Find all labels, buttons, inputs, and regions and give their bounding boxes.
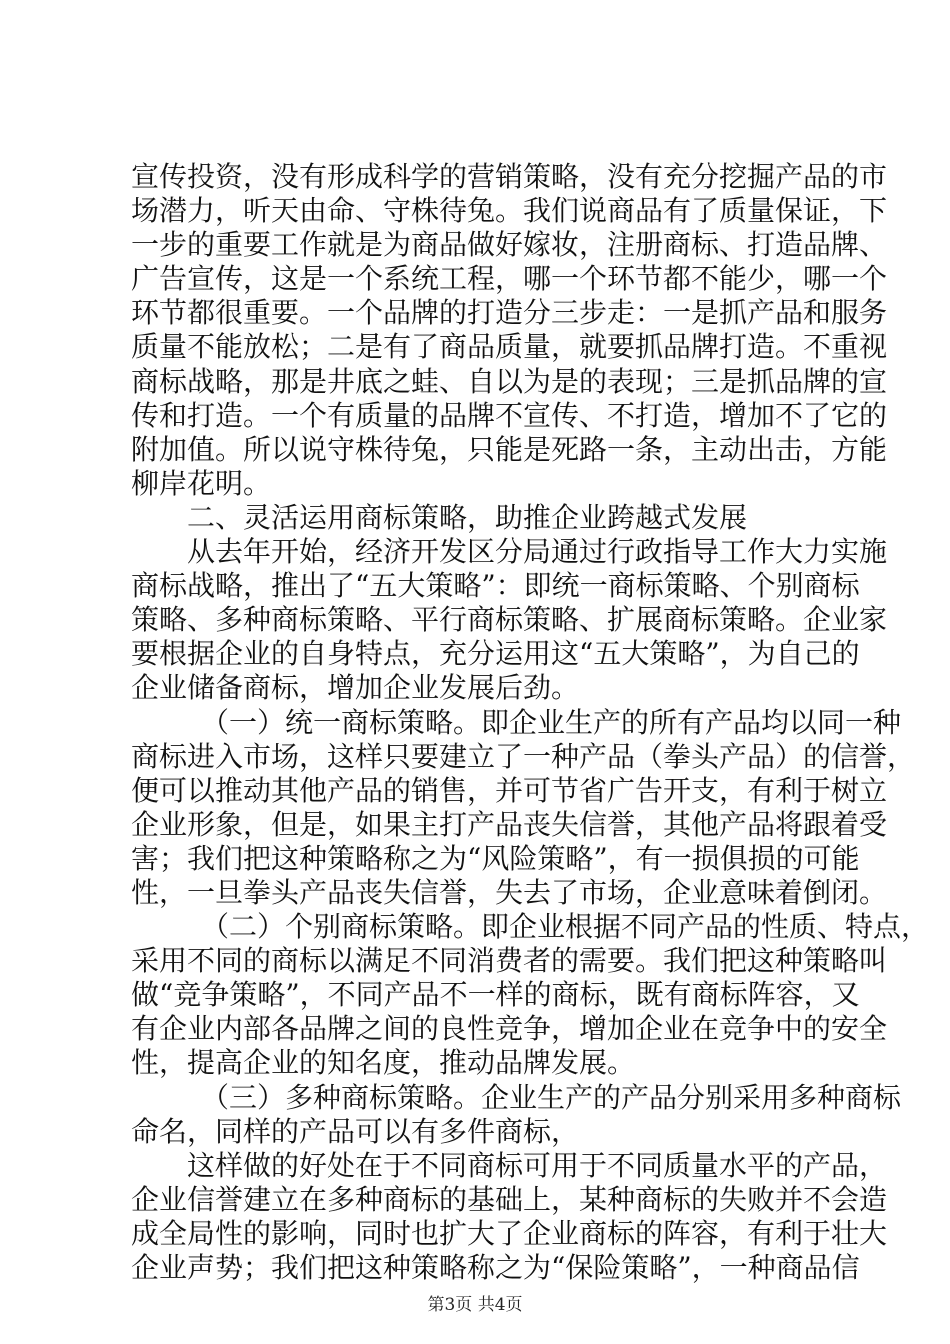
text-line: 一步的重要工作就是为商品做好嫁妆，注册商标、打造品牌、: [131, 228, 888, 262]
text-line: 害；我们把这种策略称之为“风险策略”，有一损俱损的可能: [131, 841, 860, 875]
text-line: 宣传投资，没有形成科学的营销策略，没有充分挖掘产品的市: [131, 160, 888, 193]
text-line: 企业储备商标，增加企业发展后劲。: [131, 671, 580, 705]
text-line: （一）统一商标策略。即企业生产的所有产品均以同一种: [201, 705, 902, 739]
text-line: 企业形象，但是，如果主打产品丧失信誉，其他产品将跟着受: [131, 807, 888, 841]
text-line: 成全局性的影响，同时也扩大了企业商标的阵容，有利于壮大: [131, 1216, 888, 1250]
text-line: 命名，同样的产品可以有多件商标，: [131, 1114, 580, 1148]
text-line: 柳岸花明。: [131, 466, 272, 500]
text-line: 商标进入市场，这样只要建立了一种产品（拳头产品）的信誉，: [131, 739, 916, 773]
text-line: 附加值。所以说守株待兔，只能是死路一条，主动出击，方能: [131, 432, 888, 466]
text-line: 性，一旦拳头产品丧失信誉，失去了市场，企业意味着倒闭。: [131, 875, 888, 909]
text-line: 做“竞争策略”，不同产品不一样的商标，既有商标阵容，又: [131, 978, 860, 1012]
text-line: 采用不同的商标以满足不同消费者的需要。我们把这种策略叫: [131, 944, 888, 978]
text-line: 从去年开始，经济开发区分局通过行政指导工作大力实施: [187, 535, 888, 569]
section-heading: 二、灵活运用商标策略，助推企业跨越式发展: [187, 500, 748, 534]
text-line: 质量不能放松；二是有了商品质量，就要抓品牌打造。不重视: [131, 330, 888, 364]
page-number: 第3页 共4页: [427, 1295, 523, 1315]
text-line: 场潜力，听天由命、守株待兔。我们说商品有了质量保证，下: [131, 194, 888, 228]
text-line: 性，提高企业的知名度，推动品牌发展。: [131, 1046, 636, 1080]
text-line: （二）个别商标策略。即企业根据不同产品的性质、特点，: [201, 910, 930, 944]
page-footer: [0, 1290, 950, 1315]
text-line: （三）多种商标策略。企业生产的产品分别采用多种商标: [201, 1080, 902, 1114]
text-line: 广告宣传，这是一个系统工程，哪一个环节都不能少，哪一个: [131, 262, 888, 296]
text-line: 企业声势；我们把这种策略称之为“保险策略”，一种商品信: [131, 1251, 860, 1284]
text-line: 策略、多种商标策略、平行商标策略、扩展商标策略。企业家: [131, 603, 888, 637]
text-line: 商标战略，那是井底之蛙、自以为是的表现；三是抓品牌的宣: [131, 364, 888, 398]
document-body: [131, 160, 930, 1285]
text-line: 环节都很重要。一个品牌的打造分三步走：一是抓产品和服务: [131, 296, 888, 330]
text-line: 商标战略，推出了“五大策略”：即统一商标策略、个别商标: [131, 569, 860, 603]
text-line: 传和打造。一个有质量的品牌不宣传、不打造，增加不了它的: [131, 398, 888, 432]
text-line: 便可以推动其他产品的销售，并可节省广告开支，有利于树立: [131, 773, 888, 807]
text-line: 企业信誉建立在多种商标的基础上，某种商标的失败并不会造: [131, 1182, 888, 1216]
text-line: 有企业内部各品牌之间的良性竞争，增加企业在竞争中的安全: [131, 1012, 888, 1046]
text-line: 要根据企业的自身特点，充分运用这“五大策略”，为自己的: [131, 637, 860, 671]
text-line: 这样做的好处在于不同商标可用于不同质量水平的产品，: [187, 1148, 888, 1182]
